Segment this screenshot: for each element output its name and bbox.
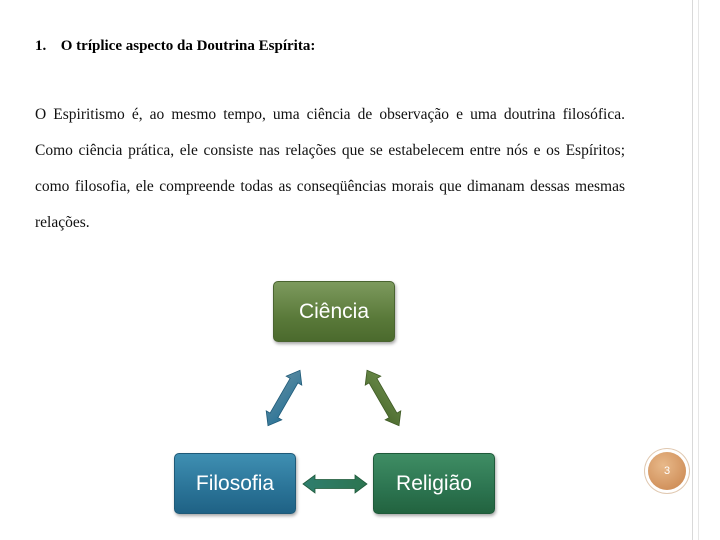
diagram-box-religiao: Religião <box>373 453 495 514</box>
page-number-badge: 3 <box>648 452 686 490</box>
arrow-ciencia-religiao <box>359 366 407 430</box>
arrow-filosofia-ciencia <box>260 366 308 430</box>
body-paragraph: O Espiritismo é, ao mesmo tempo, uma ciência de observação e uma doutrina filosófica. Como ciência prática, ele consiste nas relações que se estabelecem entre nós e os Espíritos; como filosofia, ele compreende todas as conseqüências morais que dimanam dessas mesmas relações. <box>35 106 625 231</box>
heading-number: 1. <box>35 38 47 54</box>
diagram-box-ciencia: Ciência <box>273 281 395 342</box>
heading-text: O tríplice aspecto da Doutrina Espírita: <box>60 38 316 54</box>
arrow-filosofia-religiao <box>303 475 367 493</box>
diagram-box-filosofia: Filosofia <box>174 453 296 514</box>
